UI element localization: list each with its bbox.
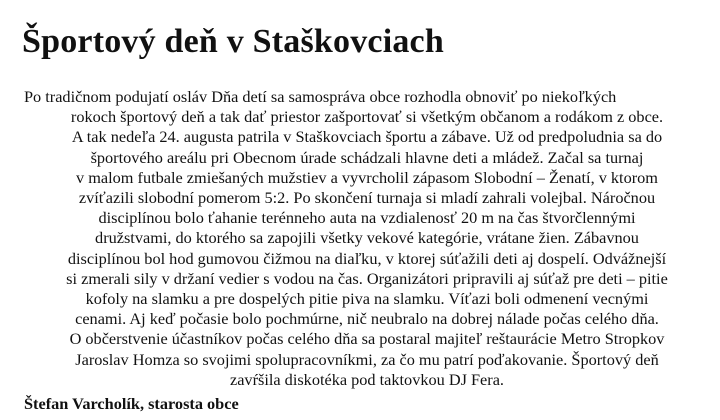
article-line: v malom futbale zmiešaných mužstiev a vyvrcholil zápasom Slobodní – Ženatí, v ktorom (76, 167, 658, 187)
article-line: A tak nedeľa 24. augusta patrila v Staškovciach športu a zábave. Už od predpoludnia sa do (71, 127, 663, 147)
article-line: disciplínou bol hod gumovou čižmou na diaľku, v ktorej súťažili deti aj dospelí. Odvážnejší (67, 248, 667, 268)
article-line: cenami. Aj keď počasie bolo pochmúrne, nič neubralo na dobrej nálade počas celého dňa. (75, 309, 659, 329)
article-line: kofoly na slamku a pre dospelých pitie piva na slamku. Víťazi boli odmenení vecnými (85, 289, 649, 309)
article-signature: Štefan Varcholík, starosta obce (24, 394, 239, 413)
article-line: O občerstvenie účastníkov počas celého dňa sa postaral majiteľ reštaurácie Metro Stropkov (69, 329, 665, 349)
article-line: zvíťazili slobodní pomerom 5:2. Po skončení turnaja si mladí zahrali volejbal. Náročnou (78, 188, 656, 208)
article-line: Jaroslav Homza so svojimi spolupracovníkmi, za čo mu patrí poďakovanie. Športový deň (75, 349, 659, 369)
article-body (22, 87, 712, 390)
article-line: športového areálu pri Obecnom úrade schádzali hlavne deti a mládež. Začal sa turnaj (90, 147, 644, 167)
article-line: disciplínou bolo ťahanie terénneho auta na vzdialenosť 20 m na čas štvorčlennými (98, 208, 636, 228)
article-line: družstvami, do ktorého sa zapojili všetky vekové kategórie, vrátane žien. Zábavnou (95, 228, 639, 248)
article-line: rokoch športový deň a tak dať priestor zašportovať si všetkým občanom a rodákom z obce. (70, 107, 664, 127)
article-line: Po tradičnom podujatí osláv Dňa detí sa samospráva obce rozhodla obnoviť po niekoľkých (24, 87, 617, 106)
article-line: si zmerali sily v držaní vedier s vodou na čas. Organizátori pripravili aj súťaž pre deti – pitie (66, 268, 668, 288)
article-line: zavŕšila diskotéka pod taktovkou DJ Fera. (229, 369, 504, 389)
article-title: Športový deň v Staškovciach (22, 23, 444, 60)
